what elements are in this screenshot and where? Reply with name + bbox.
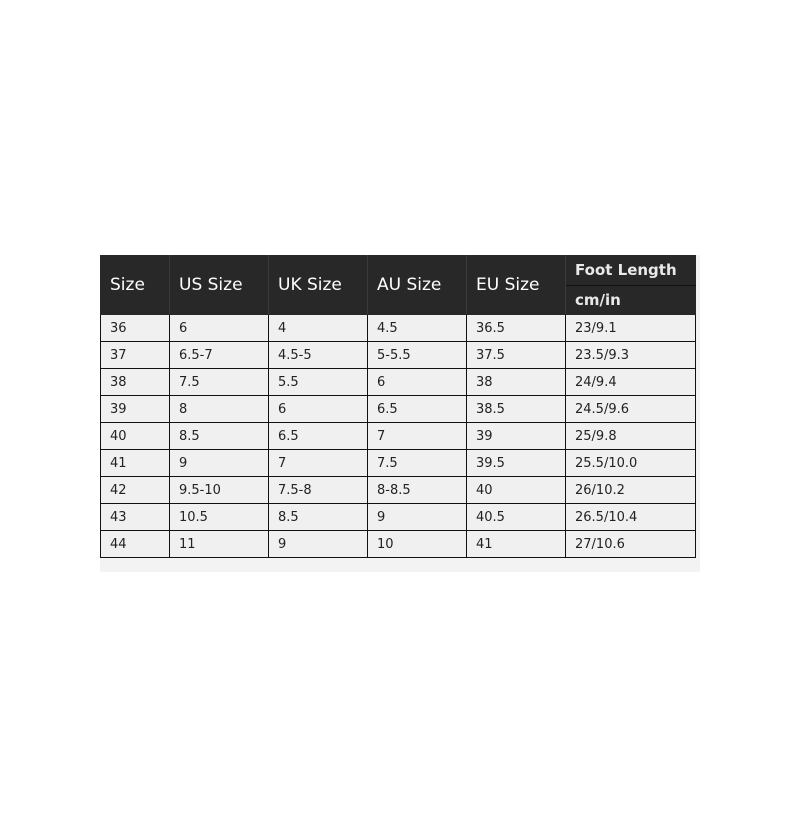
cell-uk-size: 7 [269, 450, 368, 477]
cell-us-size: 9 [170, 450, 269, 477]
cell-size: 44 [101, 531, 170, 558]
cell-au-size: 6.5 [368, 396, 467, 423]
cell-uk-size: 5.5 [269, 369, 368, 396]
table-row [101, 423, 696, 450]
cell-au-size: 7.5 [368, 450, 467, 477]
header-au-size: AU Size [368, 256, 467, 315]
cell-foot-length: 24.5/9.6 [566, 396, 696, 423]
cell-size: 38 [101, 369, 170, 396]
size-table [100, 255, 696, 558]
table-row [101, 477, 696, 504]
cell-au-size: 7 [368, 423, 467, 450]
header-eu-size: EU Size [467, 256, 566, 315]
cell-eu-size: 40 [467, 477, 566, 504]
cell-us-size: 6.5-7 [170, 342, 269, 369]
header-us-size: US Size [170, 256, 269, 315]
cell-au-size: 9 [368, 504, 467, 531]
cell-au-size: 8-8.5 [368, 477, 467, 504]
header-size: Size [101, 256, 170, 315]
cell-eu-size: 37.5 [467, 342, 566, 369]
cell-au-size: 4.5 [368, 315, 467, 342]
cell-foot-length: 26.5/10.4 [566, 504, 696, 531]
table-row [101, 342, 696, 369]
table-row [101, 315, 696, 342]
cell-us-size: 8 [170, 396, 269, 423]
cell-eu-size: 39 [467, 423, 566, 450]
cell-foot-length: 27/10.6 [566, 531, 696, 558]
header-foot-length-unit: cm/in [566, 285, 696, 315]
cell-eu-size: 38 [467, 369, 566, 396]
table-row [101, 504, 696, 531]
table-row [101, 369, 696, 396]
cell-uk-size: 6 [269, 396, 368, 423]
cell-uk-size: 6.5 [269, 423, 368, 450]
cell-us-size: 7.5 [170, 369, 269, 396]
cell-size: 42 [101, 477, 170, 504]
cell-uk-size: 4 [269, 315, 368, 342]
cell-us-size: 6 [170, 315, 269, 342]
size-chart [100, 255, 700, 572]
header-uk-size: UK Size [269, 256, 368, 315]
cell-foot-length: 25.5/10.0 [566, 450, 696, 477]
cell-eu-size: 41 [467, 531, 566, 558]
cell-foot-length: 23/9.1 [566, 315, 696, 342]
cell-foot-length: 23.5/9.3 [566, 342, 696, 369]
cell-size: 41 [101, 450, 170, 477]
cell-us-size: 11 [170, 531, 269, 558]
cell-au-size: 6 [368, 369, 467, 396]
table-row [101, 396, 696, 423]
cell-us-size: 9.5-10 [170, 477, 269, 504]
table-header [101, 256, 696, 315]
cell-us-size: 10.5 [170, 504, 269, 531]
table-row [101, 450, 696, 477]
cell-foot-length: 25/9.8 [566, 423, 696, 450]
table-row [101, 531, 696, 558]
cell-uk-size: 7.5-8 [269, 477, 368, 504]
cell-eu-size: 36.5 [467, 315, 566, 342]
cell-uk-size: 9 [269, 531, 368, 558]
cell-size: 43 [101, 504, 170, 531]
cell-uk-size: 4.5-5 [269, 342, 368, 369]
cell-au-size: 5-5.5 [368, 342, 467, 369]
cell-eu-size: 40.5 [467, 504, 566, 531]
cell-foot-length: 26/10.2 [566, 477, 696, 504]
cell-size: 37 [101, 342, 170, 369]
cell-uk-size: 8.5 [269, 504, 368, 531]
cell-eu-size: 38.5 [467, 396, 566, 423]
cell-size: 36 [101, 315, 170, 342]
cell-au-size: 10 [368, 531, 467, 558]
cell-eu-size: 39.5 [467, 450, 566, 477]
cell-foot-length: 24/9.4 [566, 369, 696, 396]
header-foot-length: Foot Length [566, 256, 696, 286]
cell-size: 40 [101, 423, 170, 450]
table-body [101, 315, 696, 558]
cell-size: 39 [101, 396, 170, 423]
cell-us-size: 8.5 [170, 423, 269, 450]
